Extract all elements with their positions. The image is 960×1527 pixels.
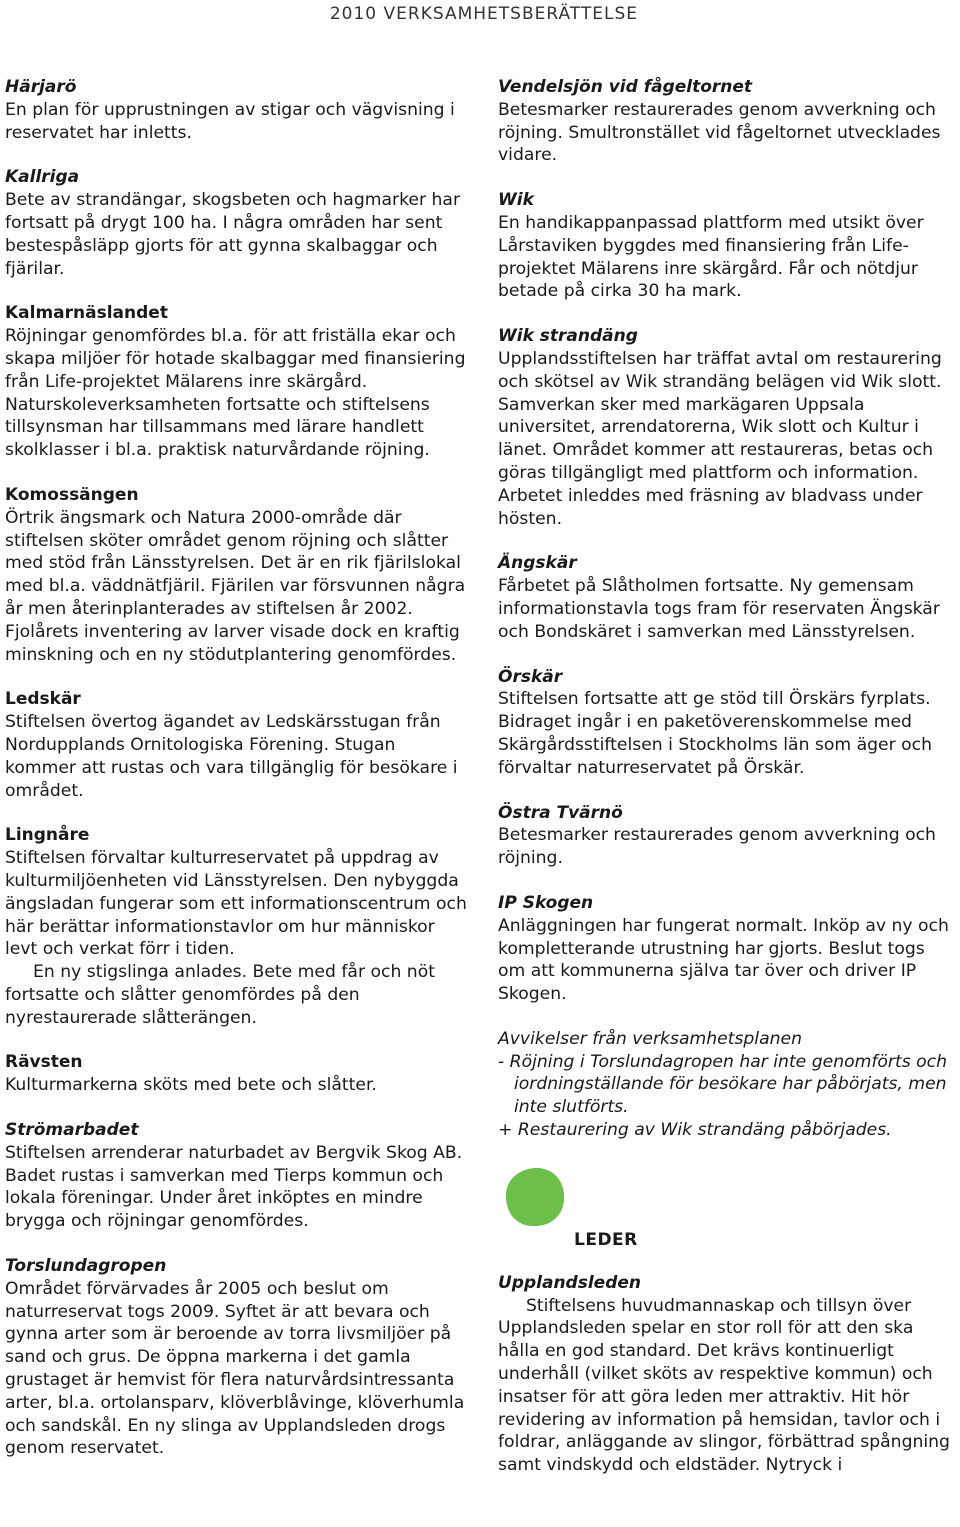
- section-text: En handikappanpassad plattform med utsikt över Lårstaviken byggdes med finansiering från Life-projektet Mälarens inre skärgård. Får och nötdjur betade på cirka 30 ha mark.: [498, 212, 924, 302]
- section-harjaro: [5, 76, 471, 144]
- page-header: 2010 VERKSAMHETSBERÄTTELSE: [329, 4, 638, 24]
- section-vendelsjon: [498, 76, 956, 167]
- section-lingnare: [5, 824, 471, 1029]
- section-text: Röjningar genomfördes bl.a. för att friställa ekar och skapa miljöer för hotade skalbaggar med finansiering från Life-projektet Mälarens inre skärgård. Naturskoleverksamheten fortsatte och stiftelsens tillsynsman har tillsammans med lärare handlett skolklasser i bl.a. praktisk naturvårdande röjning.: [5, 326, 466, 461]
- deviation-item: - Röjning i Torslundagropen har inte genomförts och iordningställande för besökare har påbörjats, men inte slutförts.: [498, 1051, 948, 1118]
- section-text: Anläggningen har fungerat normalt. Inköp av ny och kompletterande utrustning har gjorts. Beslut togs om att kommunerna själva tar över och driver IP Skogen.: [498, 915, 949, 1005]
- section-text: Fårbetet på Slåtholmen fortsatte. Ny gemensam informationstavla togs fram för reservaten Ängskär och Bondskäret i samverkan med Länsstyrelsen.: [498, 576, 940, 642]
- section-text: Stiftelsen förvaltar kulturreservatet på uppdrag av kulturmiljöenheten vid Länsstyrelsen. Den nybyggda ängsladan fungerar som ett informationscentrum och här berättar informationstavlor om hur människor levt och verkat förr i tiden.: [5, 848, 467, 960]
- section-kalmarnaslandet: [5, 302, 471, 462]
- section-text: Området förvärvades år 2005 och beslut om naturreservat togs 2009. Syftet är att bevara och gynna arter som är beroende av torra livsmiljöer på sand och grus. De öppna markerna i det gamla grustaget är hemvist för flera naturvårdsintressanta arter, bl.a. ortolansparv, klöverblåvinge, klöverhumla och sandskål. En ny slinga av Upplandsleden drogs genom reservatet.: [5, 1278, 465, 1459]
- section-text: Bete av strandängar, skogsbeten och hagmarker har fortsatt på drygt 100 ha. I några områden har sent bestespåsläpp gjorts för att gynna skalbaggar och fjärilar.: [5, 190, 461, 279]
- section-text-paragraph-2: [5, 961, 471, 1029]
- section-title: Örskär: [498, 666, 563, 687]
- leder-label: LEDER: [574, 1229, 638, 1250]
- section-title: Komossängen: [5, 484, 139, 505]
- section-title: Upplandsleden: [498, 1272, 641, 1293]
- section-title: Wik strandäng: [498, 326, 638, 347]
- section-ledskar: [5, 688, 471, 802]
- section-upplandsleden: [498, 1272, 956, 1477]
- section-text: Örtrik ängsmark och Natura 2000-område där stiftelsen sköter området genom röjning och slåtter med stöd från Länsstyrelsen. Det är en rik fjärilslokal med bl.a. väddnätfjäril. Fjärilen var försvunnen några år men återinplanterades av stiftelsen år 2002. Fjolårets inventering av larver visade dock en kraftig minskning och en ny stödutplantering genomfördes.: [5, 507, 466, 665]
- green-blob-icon: [504, 1166, 566, 1228]
- section-text: Stiftelsen fortsatte att ge stöd till Örskärs fyrplats. Bidraget ingår i en paketöverenskommelse med Skärgårdsstiftelsen i Stockholms län som äger och förvaltar naturreservatet på Örskär.: [498, 689, 933, 778]
- left-column: [5, 76, 471, 1482]
- section-torslundagropen: [5, 1255, 471, 1460]
- section-title: Torslundagropen: [5, 1256, 167, 1277]
- deviation-item: + Restaurering av Wik strandäng påbörjades.: [498, 1120, 892, 1141]
- section-text: En plan för upprustningen av stigar och vägvisning i reservatet har inletts.: [5, 99, 455, 143]
- section-ravsten: [5, 1051, 471, 1097]
- section-wik: [498, 189, 956, 303]
- section-text: Stiftelsen arrenderar naturbadet av Bergvik Skog AB. Badet rustas i samverkan med Tierps kommun och lokala föreningar. Under året inköptes en mindre brygga och röjningar genomfördes.: [5, 1142, 463, 1232]
- section-title: Wik: [498, 190, 534, 211]
- section-title: Ledskär: [5, 689, 81, 710]
- section-title: Härjarö: [5, 77, 77, 97]
- section-title: Strömarbadet: [5, 1120, 139, 1141]
- right-column: [498, 76, 956, 1499]
- section-text: Upplandsstiftelsen har träffat avtal om restaurering och skötsel av Wik strandäng belägen vid Wik slott. Samverkan sker med markägaren Uppsala universitet, arrendatorerna, Wik slott och Kultur i länet. Området kommer att restaureras, betas och göras tillgängligt med plattform och information. Arbetet inleddes med fräsning av bladvass under hösten.: [498, 348, 942, 529]
- section-title: Lingnåre: [5, 825, 90, 846]
- section-angskar: [498, 552, 956, 643]
- section-text: Betesmarker restaurerades genom avverkning och röjning.: [498, 825, 936, 869]
- section-ip-skogen: [498, 892, 956, 1006]
- section-title: Ängskär: [498, 553, 577, 574]
- section-komossangen: [5, 484, 471, 666]
- section-title: Vendelsjön vid fågeltornet: [498, 77, 753, 97]
- deviations-block: [498, 1028, 956, 1142]
- section-text-paragraph: [498, 1295, 956, 1477]
- section-ostra-tvarno: [498, 802, 956, 870]
- section-text: Stiftelsen övertog ägandet av Ledskärsstugan från Nordupplands Ornitologiska Förening. Stugan kommer att rustas och vara tillgänglig för besökare i området.: [5, 712, 458, 801]
- section-title: Kallriga: [5, 167, 80, 188]
- section-text: Stiftelsens huvudmannaskap och tillsyn över Upplandsleden spelar en stor roll för att den ska hålla en god standard. Det krävs kontinuerligt underhåll (vilket sköts av respektive kommun) och insatser för att göra leden mer attraktiv. Hit hör revidering av information på hemsidan, tavlor och i foldrar, anläggande av slingor, förbättrad spångning samt vindskydd och eldstäder. Nytryck i: [498, 1295, 950, 1476]
- deviations-title: Avvikelser från verksamhetsplanen: [498, 1028, 802, 1049]
- section-text: Kulturmarkerna sköts med bete och slåtter.: [5, 1075, 377, 1096]
- section-title: IP Skogen: [498, 892, 594, 913]
- section-orskar: [498, 666, 956, 780]
- section-wik-strandang: [498, 325, 956, 530]
- section-text: Betesmarker restaurerades genom avverkning och röjning. Smultronstället vid fågeltornet utvecklades vidare.: [498, 99, 941, 166]
- section-title: Östra Tvärnö: [498, 802, 623, 823]
- section-title: Kalmarnäslandet: [5, 303, 168, 324]
- section-stromarbadet: [5, 1119, 471, 1233]
- section-text-2: En ny stigslinga anlades. Bete med får och nöt fortsatte och slåtter genomfördes på den nyrestaurerade slåtterängen.: [5, 962, 435, 1028]
- section-title: Rävsten: [5, 1052, 83, 1073]
- section-kallriga: [5, 166, 471, 280]
- leder-heading: [498, 1162, 956, 1272]
